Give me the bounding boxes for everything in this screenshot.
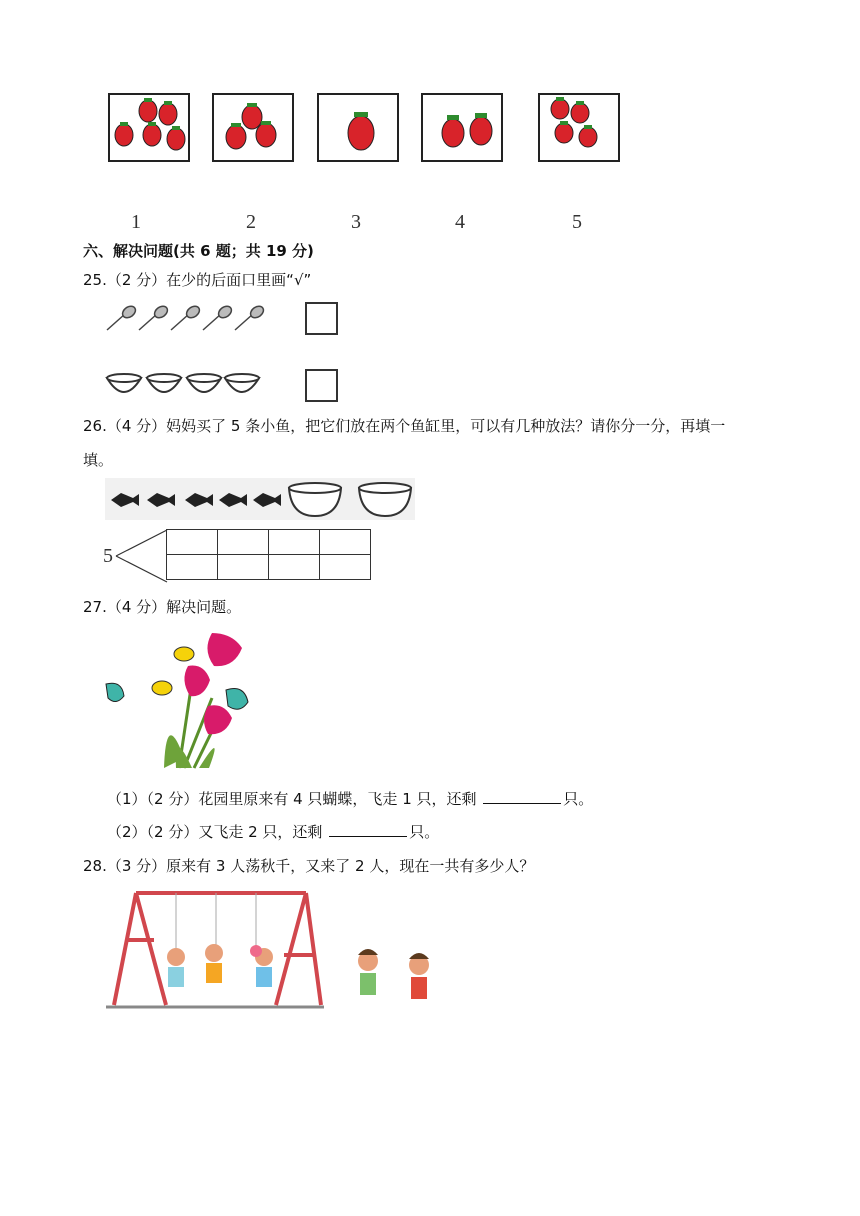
q25-text: 25.（2 分）在少的后面口里画“√” [83, 271, 312, 289]
grid-cell[interactable] [269, 530, 320, 555]
q27-sub1 [107, 789, 593, 809]
grid-cell[interactable] [218, 555, 269, 580]
grid-cell[interactable] [320, 555, 371, 580]
strawberries-icon [423, 95, 505, 164]
section-title: 六、解决问题(共 6 题；共 19 分) [83, 242, 314, 260]
q27-sub1-question: （1）（2 分）花园里原来有 4 只蝴蝶，飞走 1 只，还剩 [107, 790, 482, 808]
tulips-butterflies-icon [104, 628, 254, 773]
split-lines [116, 530, 168, 582]
grid-cell[interactable] [320, 530, 371, 555]
strawberry-label-2: 2 [246, 211, 256, 233]
q27-sub1-blank[interactable] [483, 789, 561, 804]
strawberry-box-4 [421, 93, 503, 162]
grid-cell[interactable] [218, 530, 269, 555]
q27-text: 27.（4 分）解决问题。 [83, 598, 242, 616]
q27-sub2 [107, 822, 439, 842]
fish-and-tanks-icon [105, 478, 415, 520]
strawberries-icon [214, 95, 296, 164]
grid-cell[interactable] [167, 555, 218, 580]
swing-children-icon [106, 885, 446, 1015]
strawberry-label-1: 1 [131, 211, 141, 233]
q25-answer-box-bowls[interactable] [305, 369, 338, 402]
strawberry-label-3: 3 [351, 211, 361, 233]
grid-cell[interactable] [269, 555, 320, 580]
q28-text: 28.（3 分）原来有 3 人荡秋千，又来了 2 人，现在一共有多少人？ [83, 857, 535, 875]
strawberry-label-4: 4 [455, 211, 465, 233]
strawberry-box-2 [212, 93, 294, 162]
q26-answer-grid[interactable] [166, 529, 371, 580]
strawberry-box-1 [108, 93, 190, 162]
strawberry-icon [319, 95, 401, 164]
q27-sub1-unit: 只。 [563, 790, 594, 808]
grid-cell[interactable] [167, 530, 218, 555]
strawberry-label-5: 5 [572, 211, 582, 233]
q27-sub2-question: （2）（2 分）又飞走 2 只，还剩 [107, 823, 328, 841]
strawberry-box-5 [538, 93, 620, 162]
bowls-icon [105, 372, 265, 404]
strawberry-box-3 [317, 93, 399, 162]
q25-answer-box-spoons[interactable] [305, 302, 338, 335]
q26-line-1: 26.（4 分）妈妈买了 5 条小鱼，把它们放在两个鱼缸里，可以有几种放法？请你分一分，再填一 [83, 417, 726, 435]
q26-total-number: 5 [103, 545, 113, 567]
q27-sub2-blank[interactable] [329, 822, 407, 837]
strawberries-icon [540, 95, 622, 164]
spoons-icon [105, 304, 265, 334]
q27-sub2-unit: 只。 [409, 823, 440, 841]
q26-line-2: 填。 [83, 451, 114, 469]
strawberries-icon [110, 95, 192, 164]
